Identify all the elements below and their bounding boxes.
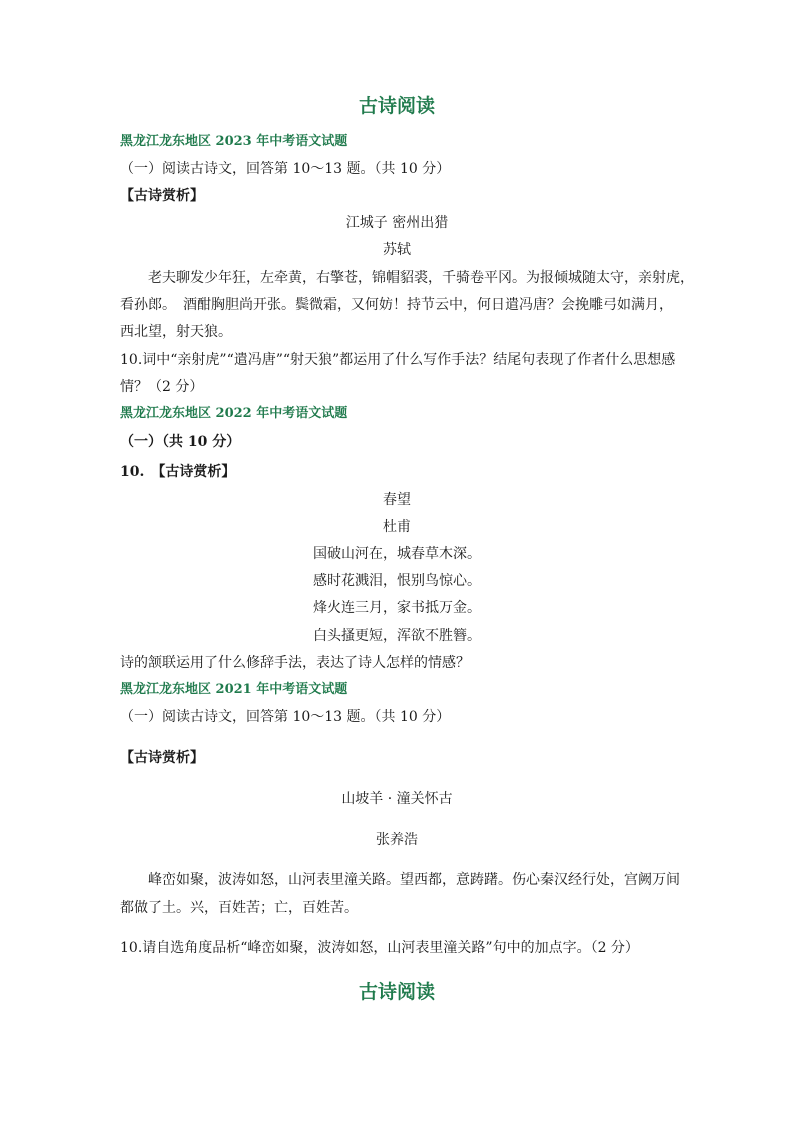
poem-line: 烽火连三月，家书抵万金。	[313, 600, 481, 616]
poem-body-2021-line1: 峰峦如聚，波涛如怒，山河表里潼关路。望西都，意踌躇。伤心秦汉经行处，宫阙万间	[148, 872, 680, 888]
poem-author-2022: 杜甫	[383, 519, 411, 535]
footer-title: 古诗阅读	[358, 981, 435, 1003]
label-2021: 【古诗赏析】	[120, 750, 204, 766]
question-2023-line2: 情？（2 分）	[120, 379, 204, 395]
poem-line: 白头搔更短，浑欲不胜簪。	[313, 628, 481, 644]
poem-line: 国破山河在，城春草木深。	[313, 546, 481, 562]
poem-body-2021-line2: 都做了土。兴，百姓苦；亡，百姓苦。	[120, 900, 358, 916]
poem-title-2021: 山坡羊 · 潼关怀古	[341, 791, 453, 807]
poem-body-2023-line3: 西北望，射天狼。	[120, 324, 232, 340]
instruction-2021: （一）阅读古诗文，回答第 10～13 题。（共 10 分）	[120, 709, 451, 725]
question-2021: 10.请自选角度品析“峰峦如聚，波涛如怒，山河表里潼关路”句中的加点字。（2 分）	[120, 940, 639, 956]
label-2022: 10. 【古诗赏析】	[120, 464, 236, 480]
section-heading-2022: 黑龙江龙东地区 2022 年中考语文试题	[120, 406, 348, 421]
page-title: 古诗阅读	[358, 95, 435, 117]
poem-title-2023: 江城子 密州出猎	[345, 215, 449, 231]
instruction-2023: （一）阅读古诗文，回答第 10～13 题。（共 10 分）	[120, 161, 451, 177]
section-heading-2021: 黑龙江龙东地区 2021 年中考语文试题	[120, 682, 348, 697]
poem-author-2021: 张养浩	[376, 832, 418, 848]
label-2023: 【古诗赏析】	[120, 188, 204, 204]
question-2023-line1: 10.词中“亲射虎”“遣冯唐”“射天狼”都运用了什么写作手法？结尾句表现了作者什么思想感	[120, 352, 676, 368]
instruction-2022: （一）（共 10 分）	[120, 434, 241, 450]
section-heading-2023: 黑龙江龙东地区 2023 年中考语文试题	[120, 134, 348, 149]
poem-body-2023-line1: 老夫聊发少年狂，左牵黄，右擎苍，锦帽貂裘，千骑卷平冈。为报倾城随太守，亲射虎，	[148, 270, 694, 286]
poem-title-2022: 春望	[383, 492, 411, 508]
poem-author-2023: 苏轼	[383, 242, 411, 258]
question-2022: 诗的颔联运用了什么修辞手法，表达了诗人怎样的情感？	[120, 655, 470, 671]
poem-body-2023-line2: 看孙郎。 酒酣胸胆尚开张。鬓微霜，又何妨！持节云中，何日遣冯唐？会挽雕弓如满月，	[120, 297, 673, 313]
poem-line: 感时花溅泪，恨别鸟惊心。	[313, 573, 481, 589]
